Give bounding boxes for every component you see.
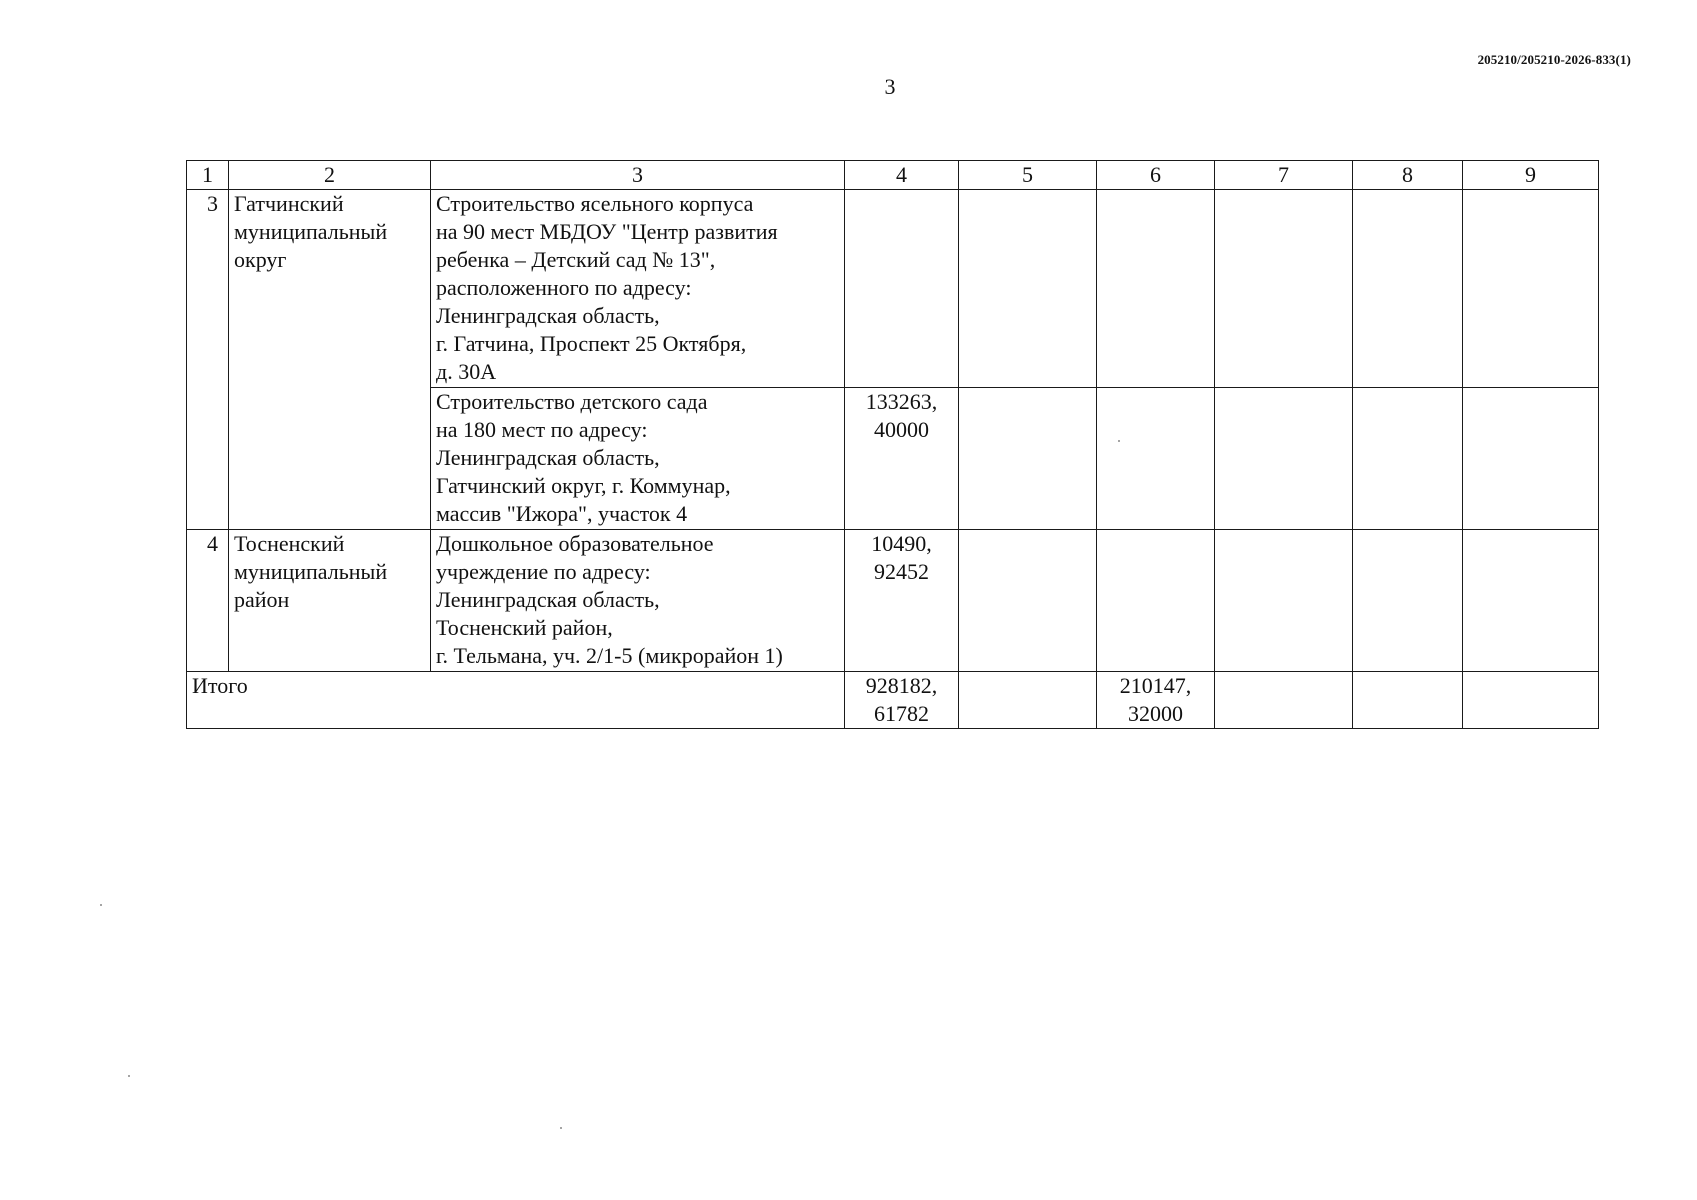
scan-speck [560, 1127, 562, 1129]
value-col5 [959, 388, 1097, 530]
total-col7 [1215, 672, 1353, 729]
value-col4: 10490, 92452 [845, 530, 959, 672]
column-header: 9 [1463, 161, 1599, 190]
row-number: 4 [187, 530, 229, 672]
scan-speck [128, 1075, 130, 1077]
value-col9 [1463, 530, 1599, 672]
project-description: Дошкольное образовательное учреждение по адресу: Ленинградская область, Тосненский район, г. Тельмана, уч. 2/1-5 (микрорайон 1) [431, 530, 845, 672]
column-header: 1 [187, 161, 229, 190]
page-number: 3 [884, 74, 896, 99]
total-col8 [1353, 672, 1463, 729]
column-number-row [187, 161, 1599, 190]
district-name: Тосненский муниципальный район [229, 530, 431, 672]
project-description: Строительство детского сада на 180 мест по адресу: Ленинградская область, Гатчинский округ, г. Коммунар, массив "Ижора", участок 4 [431, 388, 845, 530]
value-col8 [1353, 190, 1463, 388]
value-col4 [845, 190, 959, 388]
total-col5 [959, 672, 1097, 729]
column-header: 3 [431, 161, 845, 190]
value-col7 [1215, 190, 1353, 388]
total-label: Итого [187, 672, 845, 729]
value-col6 [1097, 190, 1215, 388]
table-row [187, 190, 1599, 388]
row-number: 3 [187, 190, 229, 530]
value-col6 [1097, 530, 1215, 672]
document-id: 205210/205210-2026-833(1) [1477, 52, 1631, 67]
column-header: 7 [1215, 161, 1353, 190]
value-col7 [1215, 530, 1353, 672]
column-header: 6 [1097, 161, 1215, 190]
table-row [187, 530, 1599, 672]
value-col4: 133263, 40000 [845, 388, 959, 530]
value-col8 [1353, 388, 1463, 530]
column-header: 4 [845, 161, 959, 190]
column-header: 2 [229, 161, 431, 190]
total-col9 [1463, 672, 1599, 729]
column-header: 8 [1353, 161, 1463, 190]
scan-speck [100, 904, 102, 906]
value-col9 [1463, 190, 1599, 388]
value-col5 [959, 530, 1097, 672]
scan-speck [1118, 440, 1120, 442]
value-col8 [1353, 530, 1463, 672]
value-col5 [959, 190, 1097, 388]
district-name: Гатчинский муниципальный округ [229, 190, 431, 530]
budget-table [186, 160, 1599, 729]
value-col9 [1463, 388, 1599, 530]
value-col6 [1097, 388, 1215, 530]
total-col6: 210147, 32000 [1097, 672, 1215, 729]
total-col4: 928182, 61782 [845, 672, 959, 729]
project-description: Строительство ясельного корпуса на 90 мест МБДОУ "Центр развития ребенка – Детский сад № 13", расположенного по адресу: Ленинградская область, г. Гатчина, Проспект 25 Октября, д. 30А [431, 190, 845, 388]
value-col7 [1215, 388, 1353, 530]
total-row [187, 672, 1599, 729]
column-header: 5 [959, 161, 1097, 190]
